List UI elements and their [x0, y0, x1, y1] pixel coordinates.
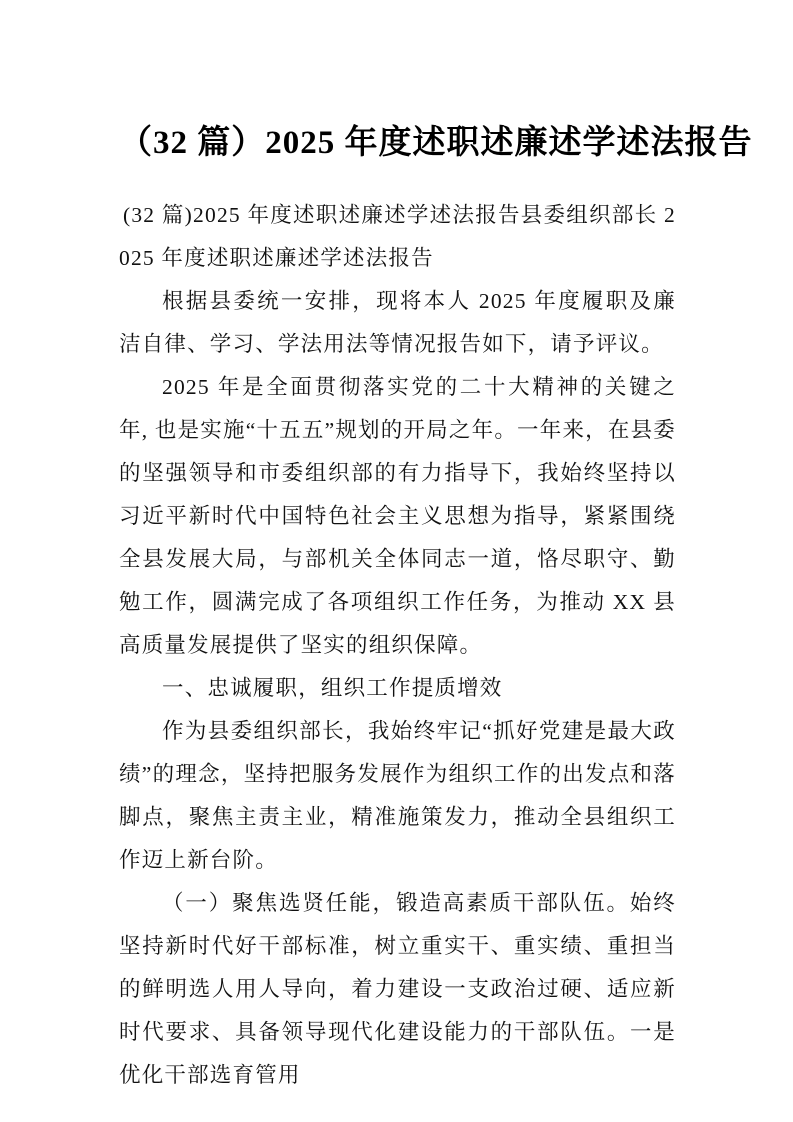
paragraph-overview: 2025 年是全面贯彻落实党的二十大精神的关键之年, 也是实施“十五五”规划的开局之年。一年来，在县委的坚强领导和市委组织部的有力指导下，我始终坚持以习近平新时代中国特色社会主义思想为指导，紧紧围绕全县发展大局，与部机关全体同志一道，恪尽职守、勤勉工作，圆满完成了各项组织工作任务，为推动 XX 县高质量发展提供了坚实的组织保障。 [119, 375, 676, 657]
document-title: （32 篇）2025 年度述职述廉述学述法报告 [119, 125, 753, 161]
paragraph-subsection-1: （一）聚焦选贤任能，锻造高素质干部队伍。始终坚持新时代好干部标准，树立重实干、重实绩、重担当的鲜明选人用人导向，着力建设一支政治过硬、适应新时代要求、具备领导现代化建设能力的干部队伍。一是优化干部选育管用 [119, 891, 676, 1087]
paragraph-lead: (32 篇)2025 年度述职述廉述学述法报告县委组织部长 2025 年度述职述廉述学述法报告 [119, 203, 676, 270]
paragraph-section-1-body: 作为县委组织部长，我始终牢记“抓好党建是最大政绩”的理念，坚持把服务发展作为组织工作的出发点和落脚点，聚焦主责主业，精准施策发力，推动全县组织工作迈上新台阶。 [119, 719, 676, 872]
paragraph-intro: 根据县委统一安排，现将本人 2025 年度履职及廉洁自律、学习、学法用法等情况报告如下，请予评议。 [119, 289, 676, 356]
document-content [119, 120, 753, 1097]
section-heading-1: 一、忠诚履职，组织工作提质增效 [162, 676, 503, 700]
